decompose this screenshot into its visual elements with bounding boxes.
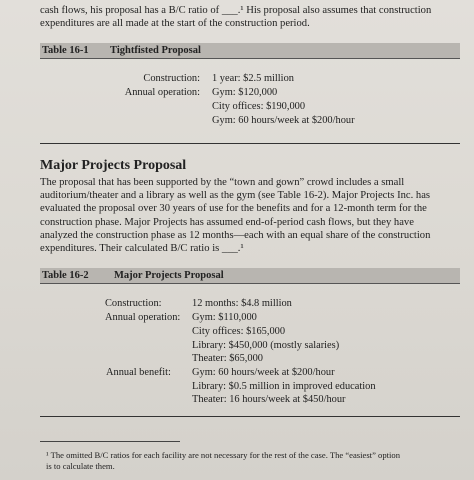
footnote-line: is to calculate them. — [46, 460, 115, 471]
paragraph-line: expenditures. Their calculated B/C ratio is ___.¹ — [40, 243, 244, 255]
row-label: Annual operation: — [105, 312, 181, 323]
table-number: Table 16-1 — [42, 45, 89, 56]
paragraph-line: construction phase. Major Projects has assumed end-of-period cash flows, but they have — [40, 216, 414, 228]
table-number: Table 16-2 — [42, 270, 89, 281]
row-label: Annual benefit: — [106, 367, 171, 378]
table-16-1-header — [40, 43, 460, 59]
row-value: Library: $450,000 (mostly salaries) — [192, 340, 340, 351]
intro-line: expenditures are all made at the start of the construction period. — [40, 18, 310, 30]
row-value: 1 year: $2.5 million — [212, 73, 294, 84]
section-heading: Major Projects Proposal — [40, 158, 187, 173]
row-value: Library: $0.5 million in improved education — [192, 381, 376, 392]
row-value: Gym: 60 hours/week at $200/hour — [192, 367, 335, 378]
paragraph-line: evaluated the proposal over 30 years of use for the benefits and for a 12-month term for the — [40, 203, 427, 215]
paragraph-line: auditorium/theater and a library as well as the gym (see Table 16-2). Major Projects Inc. has — [40, 190, 431, 202]
row-value: Gym: $120,000 — [212, 87, 278, 98]
intro-line: cash flows, his proposal has a B/C ratio of ___.¹ His proposal also assumes that construction — [40, 5, 432, 16]
intro-paragraph — [40, 4, 450, 30]
row-value: Gym: $110,000 — [192, 312, 257, 323]
table-16-2-header — [40, 268, 460, 284]
table-title: Tightfisted Proposal — [110, 45, 201, 56]
footnote — [46, 450, 456, 471]
table-16-2-bottom-rule — [40, 416, 460, 417]
paragraph-line: The proposal that has been supported by the “town and gown” crowd includes a small — [40, 177, 405, 188]
row-value: City offices: $190,000 — [212, 101, 306, 112]
table-16-1-bottom-rule — [40, 143, 460, 144]
row-value: 12 months: $4.8 million — [192, 298, 292, 309]
row-value: City offices: $165,000 — [192, 326, 286, 337]
row-label: Construction: — [143, 73, 200, 84]
paragraph-line: analyzed the construction phase as 12 months—each with an equal share of the construction — [40, 229, 431, 241]
row-label: Construction: — [105, 298, 162, 309]
section-paragraph — [40, 176, 450, 255]
row-value: Theater: 16 hours/week at $450/hour — [192, 394, 346, 405]
footnote-line: ¹ The omitted B/C ratios for each facility are not necessary for the rest of the case. The “easiest” option — [46, 450, 400, 460]
row-label: Annual operation: — [124, 87, 200, 98]
footnote-rule — [40, 441, 180, 442]
row-value: Theater: $65,000 — [192, 353, 263, 364]
row-value: Gym: 60 hours/week at $200/hour — [212, 115, 355, 126]
table-title: Major Projects Proposal — [114, 270, 224, 281]
